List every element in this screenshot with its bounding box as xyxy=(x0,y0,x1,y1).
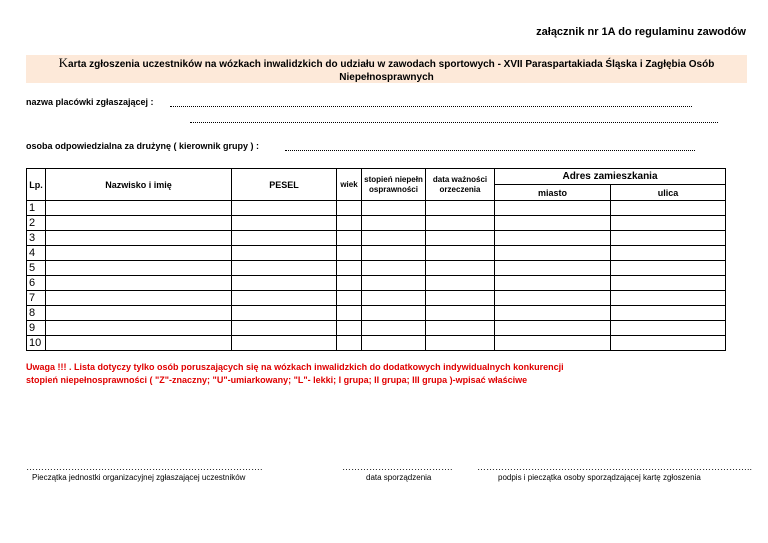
facility-field[interactable] xyxy=(170,106,692,107)
header-street: ulica xyxy=(611,185,726,201)
table-cell[interactable] xyxy=(495,201,611,216)
table-cell[interactable] xyxy=(495,336,611,351)
table-cell[interactable] xyxy=(495,321,611,336)
row-number: 9 xyxy=(27,321,46,336)
responsible-field[interactable] xyxy=(285,150,695,151)
row-number: 10 xyxy=(27,336,46,351)
table-cell[interactable] xyxy=(46,231,232,246)
table-cell[interactable] xyxy=(495,246,611,261)
table-cell[interactable] xyxy=(232,216,337,231)
table-cell[interactable] xyxy=(337,336,362,351)
table-cell[interactable] xyxy=(337,216,362,231)
table-row xyxy=(27,201,726,216)
table-cell[interactable] xyxy=(426,231,495,246)
facility-field-line2[interactable] xyxy=(190,122,718,123)
table-cell[interactable] xyxy=(232,306,337,321)
table-row xyxy=(27,321,726,336)
table-cell[interactable] xyxy=(611,276,726,291)
table-cell[interactable] xyxy=(232,261,337,276)
table-cell[interactable] xyxy=(232,246,337,261)
table-cell[interactable] xyxy=(232,291,337,306)
table-cell[interactable] xyxy=(426,291,495,306)
title-first-letter: K xyxy=(58,55,69,70)
table-cell[interactable] xyxy=(426,216,495,231)
table-cell[interactable] xyxy=(362,261,426,276)
table-cell[interactable] xyxy=(495,276,611,291)
header-pesel: PESEL xyxy=(232,169,337,201)
row-number: 4 xyxy=(27,246,46,261)
document-title xyxy=(26,56,747,84)
table-cell[interactable] xyxy=(46,246,232,261)
table-cell[interactable] xyxy=(611,246,726,261)
row-number: 7 xyxy=(27,291,46,306)
row-number: 2 xyxy=(27,216,46,231)
table-row xyxy=(27,276,726,291)
stamp-caption: Pieczątka jednostki organizacyjnej zgłaszającej uczestników xyxy=(32,473,246,482)
table-body xyxy=(27,201,726,351)
table-cell[interactable] xyxy=(46,276,232,291)
table-cell[interactable] xyxy=(46,261,232,276)
table-cell[interactable] xyxy=(337,291,362,306)
table-cell[interactable] xyxy=(337,306,362,321)
responsible-label: osoba odpowiedzialna za drużynę ( kierownik grupy ) : xyxy=(26,141,260,151)
table-cell[interactable] xyxy=(495,291,611,306)
table-cell[interactable] xyxy=(611,201,726,216)
table-cell[interactable] xyxy=(426,276,495,291)
title-line2: Niepełnosprawnych xyxy=(339,72,434,83)
table-cell[interactable] xyxy=(611,321,726,336)
table-cell[interactable] xyxy=(362,306,426,321)
row-number: 6 xyxy=(27,276,46,291)
table-cell[interactable] xyxy=(46,306,232,321)
row-number: 8 xyxy=(27,306,46,321)
table-cell[interactable] xyxy=(362,336,426,351)
table-cell[interactable] xyxy=(232,201,337,216)
table-cell[interactable] xyxy=(46,291,232,306)
header-address: Adres zamieszkania xyxy=(495,169,726,185)
table-cell[interactable] xyxy=(337,261,362,276)
header-disability: stopień niepełnosprawności xyxy=(362,169,426,201)
table-cell[interactable] xyxy=(337,231,362,246)
facility-label: nazwa placówki zgłaszającej : xyxy=(26,97,154,107)
title-line1: arta zgłoszenia uczestników na wózkach inwalidzkich do udziału w zawodach sportowych - XVII Paraspartakiada Śląska i Zagłębia Osób xyxy=(68,59,715,70)
table-cell[interactable] xyxy=(495,261,611,276)
table-cell[interactable] xyxy=(46,336,232,351)
table-cell[interactable] xyxy=(362,201,426,216)
table-cell[interactable] xyxy=(426,306,495,321)
header-cert-validity: data ważności orzeczenia xyxy=(426,169,495,201)
header-name: Nazwisko i imię xyxy=(46,169,232,201)
table-row xyxy=(27,261,726,276)
table-cell[interactable] xyxy=(362,231,426,246)
row-number: 3 xyxy=(27,231,46,246)
table-row xyxy=(27,291,726,306)
notice-line1: Uwaga !!! . Lista dotyczy tylko osób poruszających się na wózkach inwalidzkich do dodatkowych indywidualnych konkurencji xyxy=(26,362,564,372)
table-cell[interactable] xyxy=(232,276,337,291)
participants-table xyxy=(26,168,726,351)
table-row xyxy=(27,306,726,321)
table-cell[interactable] xyxy=(337,201,362,216)
header-age: wiek xyxy=(337,169,362,201)
table-header-row xyxy=(27,169,726,185)
table-cell[interactable] xyxy=(337,246,362,261)
table-cell[interactable] xyxy=(495,306,611,321)
table-cell[interactable] xyxy=(232,231,337,246)
row-number: 1 xyxy=(27,201,46,216)
sign-caption: podpis i pieczątka osoby sporządzającej kartę zgłoszenia xyxy=(498,473,701,482)
table-row xyxy=(27,231,726,246)
table-cell[interactable] xyxy=(611,336,726,351)
table-row xyxy=(27,216,726,231)
table-cell[interactable] xyxy=(232,321,337,336)
table-cell[interactable] xyxy=(337,276,362,291)
stamp-dots: ……………………………………………………………………. xyxy=(26,462,263,472)
table-cell[interactable] xyxy=(46,201,232,216)
table-cell[interactable] xyxy=(362,321,426,336)
table-cell[interactable] xyxy=(495,216,611,231)
table-cell[interactable] xyxy=(495,231,611,246)
notice-line2: stopień niepełnosprawności ( "Z"-znaczny; "U"-umiarkowany; "L"- lekki; I grupa; II grupa; III grupa )-wpisać właściwe xyxy=(26,375,528,385)
table-cell[interactable] xyxy=(337,321,362,336)
header-lp: Lp. xyxy=(27,169,46,201)
table-cell[interactable] xyxy=(611,306,726,321)
table-row xyxy=(27,336,726,351)
table-cell[interactable] xyxy=(611,261,726,276)
table-cell[interactable] xyxy=(426,201,495,216)
table-cell[interactable] xyxy=(426,336,495,351)
date-caption: data sporządzenia xyxy=(366,473,432,482)
table-row xyxy=(27,246,726,261)
table-cell[interactable] xyxy=(611,231,726,246)
table-cell[interactable] xyxy=(46,321,232,336)
table-cell[interactable] xyxy=(611,291,726,306)
table-cell[interactable] xyxy=(46,216,232,231)
sign-dots: ……………………………………………………………………………….. xyxy=(477,462,753,472)
table-cell[interactable] xyxy=(362,291,426,306)
table-cell[interactable] xyxy=(362,216,426,231)
row-number: 5 xyxy=(27,261,46,276)
table-cell[interactable] xyxy=(426,321,495,336)
table-cell[interactable] xyxy=(362,246,426,261)
date-dots: ………………………………. xyxy=(342,462,453,472)
table-cell[interactable] xyxy=(611,216,726,231)
table-cell[interactable] xyxy=(426,261,495,276)
table-cell[interactable] xyxy=(362,276,426,291)
header-city: miasto xyxy=(495,185,611,201)
attachment-note: załącznik nr 1A do regulaminu zawodów xyxy=(536,26,746,38)
table-cell[interactable] xyxy=(426,246,495,261)
table-cell[interactable] xyxy=(232,336,337,351)
